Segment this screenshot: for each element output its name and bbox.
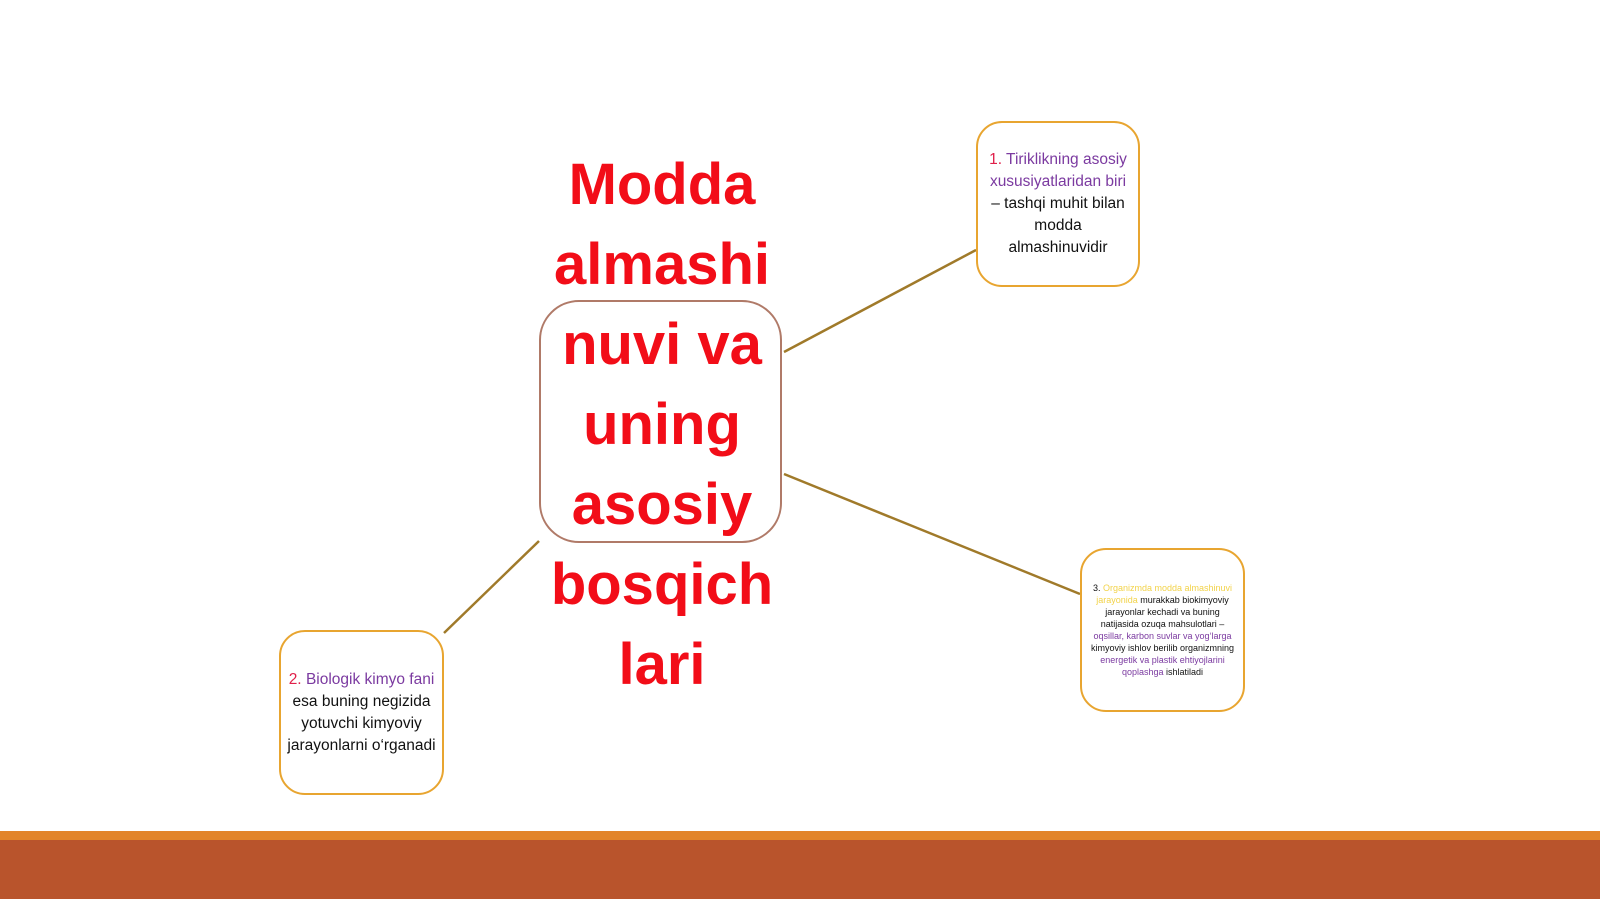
connector-to-node-2 xyxy=(444,541,539,633)
footer-bar xyxy=(0,831,1600,899)
title-line: asosiy xyxy=(571,472,753,537)
node-3-number: 3. xyxy=(1092,583,1101,593)
central-title xyxy=(540,145,784,705)
footer-stripe xyxy=(0,831,1600,840)
node-3-highlight-purple-2: energetik va plastik ehtiyojlarini qoplashga xyxy=(1100,655,1225,677)
node-3-highlight-yellow: Organizmda modda almashinuvi jarayonida xyxy=(1096,583,1233,605)
title-line: bosqich xyxy=(550,552,774,617)
node-2-number: 2. xyxy=(288,670,302,688)
node-3-body-1: murakkab biokimyoviy jarayonlar kechadi va buning natijasida ozuqa mahsulotlari – xyxy=(1100,595,1229,629)
node-1-number: 1. xyxy=(989,151,1003,168)
title-line: Modda xyxy=(568,152,756,217)
connector-to-node-1 xyxy=(784,250,976,352)
node-1-body: – tashqi muhit bilan modda almashinuvidir xyxy=(991,195,1125,256)
node-3-body-2: kimyoviy ishlov berilib organizmning xyxy=(1090,643,1235,653)
title-line: lari xyxy=(618,632,706,697)
node-2-text xyxy=(281,669,442,757)
connector-to-node-3 xyxy=(784,474,1080,594)
node-3-body-3: ishlatiladi xyxy=(1163,667,1204,677)
title-line: nuvi va xyxy=(562,312,762,377)
node-2-body: esa buning negizida yotuvchi kimyoviy jarayonlarni o‘rganadi xyxy=(287,692,436,754)
node-1-highlight: Tiriklikning asosiy xususiyatlaridan biri xyxy=(989,151,1127,190)
node-1 xyxy=(976,121,1140,287)
title-line: uning xyxy=(583,392,741,457)
node-2 xyxy=(279,630,444,795)
title-line: almashi xyxy=(554,232,770,297)
node-3 xyxy=(1080,548,1245,712)
node-2-highlight: Biologik kimyo fani xyxy=(305,670,435,688)
node-3-text xyxy=(1082,582,1243,678)
node-3-highlight-purple-1: oqsillar, karbon suvlar va yog‘larga xyxy=(1093,631,1232,641)
node-1-text xyxy=(978,149,1138,259)
